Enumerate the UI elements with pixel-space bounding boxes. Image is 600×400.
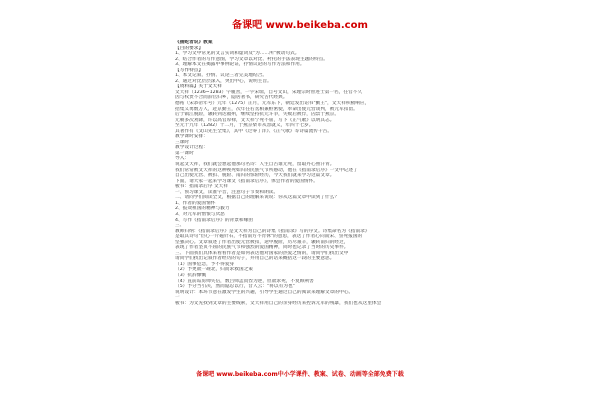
document-line: （4）直前诟虏帅失信，数吕师孟叔侄为逆，但欲求死，不复顾利害 <box>175 278 314 284</box>
document-line: 其著作有《文山先生全集》，其中《过零丁洋》、《正气歌》等诗篇流传千古。 <box>175 128 333 134</box>
document-line: 表现了作者坚贞不屈的民族气节和强烈的爱国精神，同时也记录了当时的历史事件。 <box>175 245 349 251</box>
document-line: 教学课时安排： <box>175 134 208 140</box>
document-line: 请同学们找出记叙作者经历的句子，并用自己的话来概括这一段的主要意思。 <box>175 256 335 262</box>
document-line: 导入： <box>175 156 190 162</box>
document-line: 1、本文记叙、抒情、议论三者完美地结合。 <box>175 73 268 79</box>
document-line: （2）予更欲一觇北，归而求救国之策 <box>175 267 253 273</box>
document-line: 德祐（宋恭帝年号）元年（1275）正月，元军东下，朝廷发出诏书"勤王"，文天祥积极响应， <box>175 101 370 107</box>
document-line: （3）抗辞慷慨 <box>175 272 207 278</box>
document-line: 2、报效祖国的精神与毅力 <box>175 206 230 212</box>
site-footer-text: 备课吧 www.beikeba.com中小学课件、教案、试卷、动画等全部免费下载 <box>196 371 404 378</box>
document-line: 2、通过对比层层深入，突出中心，说明主旨。 <box>175 78 272 84</box>
document-line: 元朝多次劝降，许以高官厚禄，文天祥宁死不屈，写下《正气歌》以明其志。 <box>175 117 335 123</box>
document-line: 第一课时 <box>175 150 194 156</box>
site-header-title: 备课吧 www.beikeba.com <box>232 20 368 31</box>
document-line: 自己出使元营、被扣、脱险、南归的惊险经历，今天我们就来学习这篇文章。 <box>175 173 335 179</box>
document-line: 教师归纳：《指南录后序》是文天祥为自己的诗集《指南录》写的序文。诗集命名为《指南录》 <box>175 228 370 234</box>
document-line: 3、理解本文在揭露中事例论证，抒情议论的写作方法和作用。 <box>175 62 305 68</box>
document-line: 板书：为文先找到文章的主要线索，文天祥用自己的亲身经历来控诉元军的残暴，我们也从这里体会 <box>175 300 382 306</box>
section-heading: 【资料篇】关于文天祥 <box>175 84 222 90</box>
document-line: 4、写作《指南录后序》的背景和缘由 <box>175 217 253 223</box>
document-line: 说起文天祥，我们就会想起他那句名诗：人生自古谁无死，留取丹心照汗青。 <box>175 162 335 168</box>
document-line: 至元十九年（1282）十二月，于燕京柴市从容就义，年四十七岁。 <box>175 123 314 129</box>
document-line: （1）国事危急，予不得爱身 <box>175 261 235 267</box>
document-page <box>175 40 430 362</box>
document-line: 文天祥（1236~1283）字履善，一字宋瑞，自号文山，宋理宗时曾进士第一名，任官不久 <box>175 89 363 95</box>
section-heading: 【写作特点】 <box>175 67 204 73</box>
document-line: 一 <box>175 295 180 301</box>
document-line: 三课时 <box>175 139 190 145</box>
document-line: 说明设计：本环节意在激发学生的兴趣，引导学生通过自己的阅读来理解文章的中心。 <box>175 289 354 295</box>
document-line: 下面，请大家一起来学习课文《指南录后序》，体会作者的爱国情怀。 <box>175 178 318 184</box>
document-line: 1、作者的爱国情怀 <box>175 200 216 206</box>
document-line: 招集义勇数万人，赴京勤王，次年任右丞相兼枢密使，奉命出使元营谈判，被元军扣留。 <box>175 106 358 112</box>
document-line: 板书：指南录后序 文天祥 <box>175 184 229 190</box>
document-line: 是取其诗句"臣心一片磁针石，不指南方不肯休"的意思，表达了作者心向南宋、誓死报国的 <box>175 234 363 240</box>
section-heading: 【目的要求】 <box>175 45 204 51</box>
document-line: 一、预习课文，读准字音，注意句子节奏和朗读。 <box>175 189 279 195</box>
document-line: 二、请同学们阅读全文，根据自己的理解来说说：你从这篇文章中读到了什么？ <box>175 195 340 201</box>
document-line: 后于镇江脱险，辗转到达福州，继续坚持抗元斗争，失败后被俘，囚禁于燕京。 <box>175 112 340 118</box>
document-line: 坚强决心。文章叙述了作者出使元营被扣，途中脱险，历尽艰辛，辗转南归的经过， <box>175 239 349 245</box>
document-line: 我们常常被文天祥的这种视死如归的民族气节所感动，他在《指南录后序》一文中记述了 <box>175 167 358 173</box>
document-line: 三、 <box>175 223 185 229</box>
document-line: 1、学习文中常见的文言实词和虚词及"为……所"被动句式。 <box>175 51 300 57</box>
document-line: 教学设计过程： <box>175 145 208 151</box>
document-line: （5）予分当引决，然而隐忍以行，昔人云："将以有为也" <box>175 284 295 290</box>
document-title: 《捕蛇者说》教案 <box>175 40 213 45</box>
document-line: 因与权贵不合而辞官归乡，隐居著书，研究古代经典。 <box>175 95 288 101</box>
document-line: 3、对元军的憎恨与厌恶 <box>175 211 225 217</box>
document-line: 三、下面我们具体来看看作者是如何表达他对国家的热爱之情的，请同学们找出文中 <box>175 250 349 256</box>
document-line: 2、结合作者的写作意图，学习文章以对比、衬托的手法表现主题的特点。 <box>175 56 328 62</box>
